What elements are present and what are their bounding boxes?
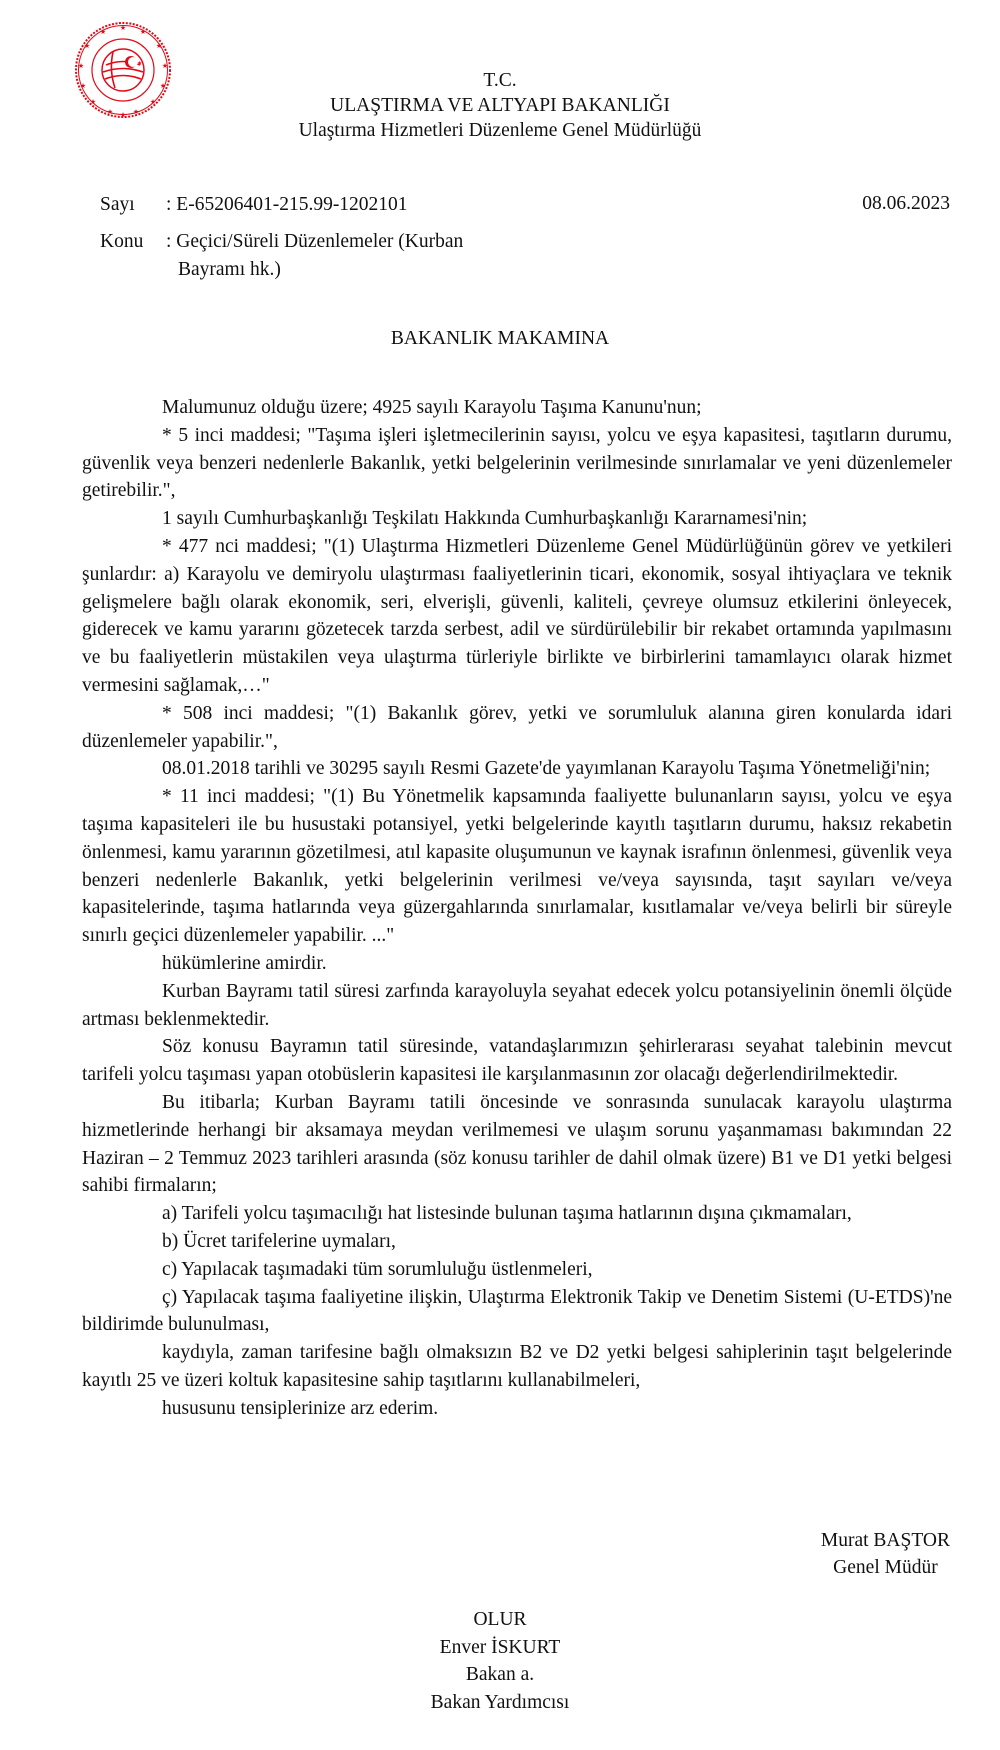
approver-title: Bakan Yardımcısı — [430, 1691, 570, 1713]
paragraph: 08.01.2018 tarihli ve 30295 sayılı Resmi Gazete'de yayımlanan Karayolu Taşıma Yönetmeliği'nin; — [162, 758, 931, 780]
list-item: a) Tarifeli yolcu taşımacılığı hat listesinde bulunan taşıma hatlarının dışına çıkmamaları, — [162, 1203, 852, 1225]
svg-text:★: ★ — [119, 24, 127, 32]
svg-text:★: ★ — [149, 98, 157, 106]
letter-body — [82, 394, 952, 1422]
document-date: 08.06.2023 — [862, 193, 950, 214]
konu-label: Konu — [100, 231, 144, 252]
svg-text:★: ★ — [119, 111, 127, 119]
paragraph: * 477 nci maddesi; "(1) Ulaştırma Hizmetleri Düzenleme Genel Müdürlüğünün görev ve yetkileri şunlardır: a) Karayolu ve demiryolu ulaştırması faaliyetlerinin ticari, ekonomik, sosyal ihtiyaçlara ve teknik gelişmelere bağlı olarak ekonomik, seri, elverişli, güvenli, kaliteli, çevreye olumsuz etkilerini önleyecek, giderecek ve kamu yararını gözetecek tarzda serbest, adil ve sürdürülebilir bir rekabet ortamında yapılmasını ve bu faaliyetlerin müstakilen veya ulaştırma türleriyle birlikte ve birbirlerini tamamlayıcı olarak hizmet vermesini sağlamak,…" — [82, 535, 952, 696]
list-item: c) Yapılacak taşımadaki tüm sorumluluğu üstlenmeleri, — [162, 1258, 593, 1280]
svg-text:★: ★ — [77, 62, 85, 70]
list-item: b) Ücret tarifelerine uymaları, — [162, 1230, 396, 1252]
paragraph: hükümlerine amirdir. — [162, 952, 327, 974]
konu-value: : Geçici/Süreli Düzenlemeler (Kurban — [166, 231, 464, 252]
header-directorate: Ulaştırma Hizmetleri Düzenleme Genel Müdürlüğü — [298, 120, 702, 141]
paragraph: * 5 inci maddesi; "Taşıma işleri işletmecilerinin sayısı, yolcu ve eşya kapasitesi, taşıtların durumu, güvenlik veya benzeri nedenlerle Bakanlık, yetki belgelerinin verilmesinde sınırlamalar ve yeni düzenlemeler getirebilir.", — [82, 424, 952, 502]
approval-label: OLUR — [473, 1609, 527, 1630]
document-subject — [100, 228, 463, 284]
paragraph: 1 sayılı Cumhurbaşkanlığı Teşkilatı Hakkında Cumhurbaşkanlığı Kararnamesi'nin; — [162, 508, 808, 530]
approval-block — [0, 1606, 1000, 1716]
approver-on-behalf: Bakan a. — [465, 1664, 535, 1685]
approver-name: Enver İSKURT — [439, 1636, 561, 1658]
paragraph: * 508 inci maddesi; "(1) Bakanlık görev, yetki ve sorumluluk alanına giren konularda idari düzenlemeler yapabilir.", — [82, 702, 952, 752]
paragraph: Malumunuz olduğu üzere; 4925 sayılı Karayolu Taşıma Kanunu'nun; — [162, 397, 702, 418]
header-ministry: ULAŞTIRMA VE ALTYAPI BAKANLIĞI — [330, 95, 670, 116]
paragraph: Söz konusu Bayramın tatil süresinde, vatandaşlarımızın şehirlerarası seyahat talebinin mevcut tarifeli yolcu taşıması yapan otobüslerin kapasitesi ile karşılanmasının zor olacağı değerlendirilmektedir. — [82, 1036, 952, 1086]
svg-text:★: ★ — [83, 42, 91, 50]
svg-text:★: ★ — [89, 98, 97, 106]
svg-text:★: ★ — [106, 108, 114, 116]
signature-block — [821, 1527, 950, 1581]
svg-text:★: ★ — [159, 82, 167, 90]
sayi-label: Sayı — [100, 194, 135, 215]
svg-text:★: ★ — [139, 28, 147, 36]
list-item: ç) Yapılacak taşıma faaliyetine ilişkin, Ulaştırma Elektronik Takip ve Denetim Sistemi (U-ETDS)'ne bildirimde bulunulması, — [82, 1286, 952, 1336]
konu-value-cont: Bayramı hk.) — [178, 259, 281, 280]
paragraph: Kurban Bayramı tatil süresi zarfında karayoluyla seyahat edecek yolcu potansiyelinin önemli ölçüde artması beklenmektedir. — [82, 980, 952, 1030]
letterhead — [0, 68, 1000, 143]
document-number — [100, 191, 408, 219]
signer-title: Genel Müdür — [833, 1557, 938, 1578]
paragraph: hususunu tensiplerinize arz ederim. — [162, 1397, 439, 1419]
header-line-tc: T.C. — [483, 70, 517, 91]
paragraph: kaydıyla, zaman tarifesine bağlı olmaksızın B2 ve D2 yetki belgesi sahiplerinin taşıt belgelerinde kayıtlı 25 ve üzeri koltuk kapasitesine sahip taşıtlarını kullanabilmeleri, — [82, 1342, 952, 1391]
svg-text:★: ★ — [132, 108, 140, 116]
addressee: BAKANLIK MAKAMINA — [390, 328, 610, 349]
paragraph: * 11 inci maddesi; "(1) Bu Yönetmelik kapsamında faaliyette bulunanların sayısı, yolcu ve eşya taşıma kapasiteleri ile bu husustaki potansiyel, yetki belgelerinde kayıtlı taşıtların durumu, haksız rekabetin önlenmesi, kamu yararının gözetilmesi, atıl kapasite oluşumunun ve kaynak israfının önlenmesi, güvenlik veya benzeri nedenlerle Bakanlık, yetki belgelerinin verilmesi ve/veya sayısında, taşıt sayıları ve/veya kapasitelerinde, taşıma hatlarında veya güzergahlarında sınırlamalar, kısıtlamalar ve/veya belirli bir süreyle sınırlı geçici düzenlemeler yapabilir. ..." — [82, 786, 952, 947]
svg-text:★: ★ — [161, 62, 169, 70]
paragraph: Bu itibarla; Kurban Bayramı tatili öncesinde ve sonrasında sunulacak karayolu ulaştırma hizmetlerinde herhangi bir aksamaya meydan verilmemesi ve ulaşım sorunu yaşanmaması bakımından 22 Haziran – 2 Temmuz 2023 tarihleri arasında (söz konusu tarihler de dahil olmak üzere) B1 ve D1 yetki belgesi sahibi firmaların; — [82, 1091, 952, 1197]
svg-text:★: ★ — [99, 28, 107, 36]
svg-text:★: ★ — [79, 82, 87, 90]
svg-text:★: ★ — [137, 60, 143, 67]
sayi-value: : E-65206401-215.99-1202101 — [166, 194, 408, 215]
signer-name: Murat BAŞTOR — [820, 1530, 950, 1551]
svg-text:★: ★ — [155, 42, 163, 50]
